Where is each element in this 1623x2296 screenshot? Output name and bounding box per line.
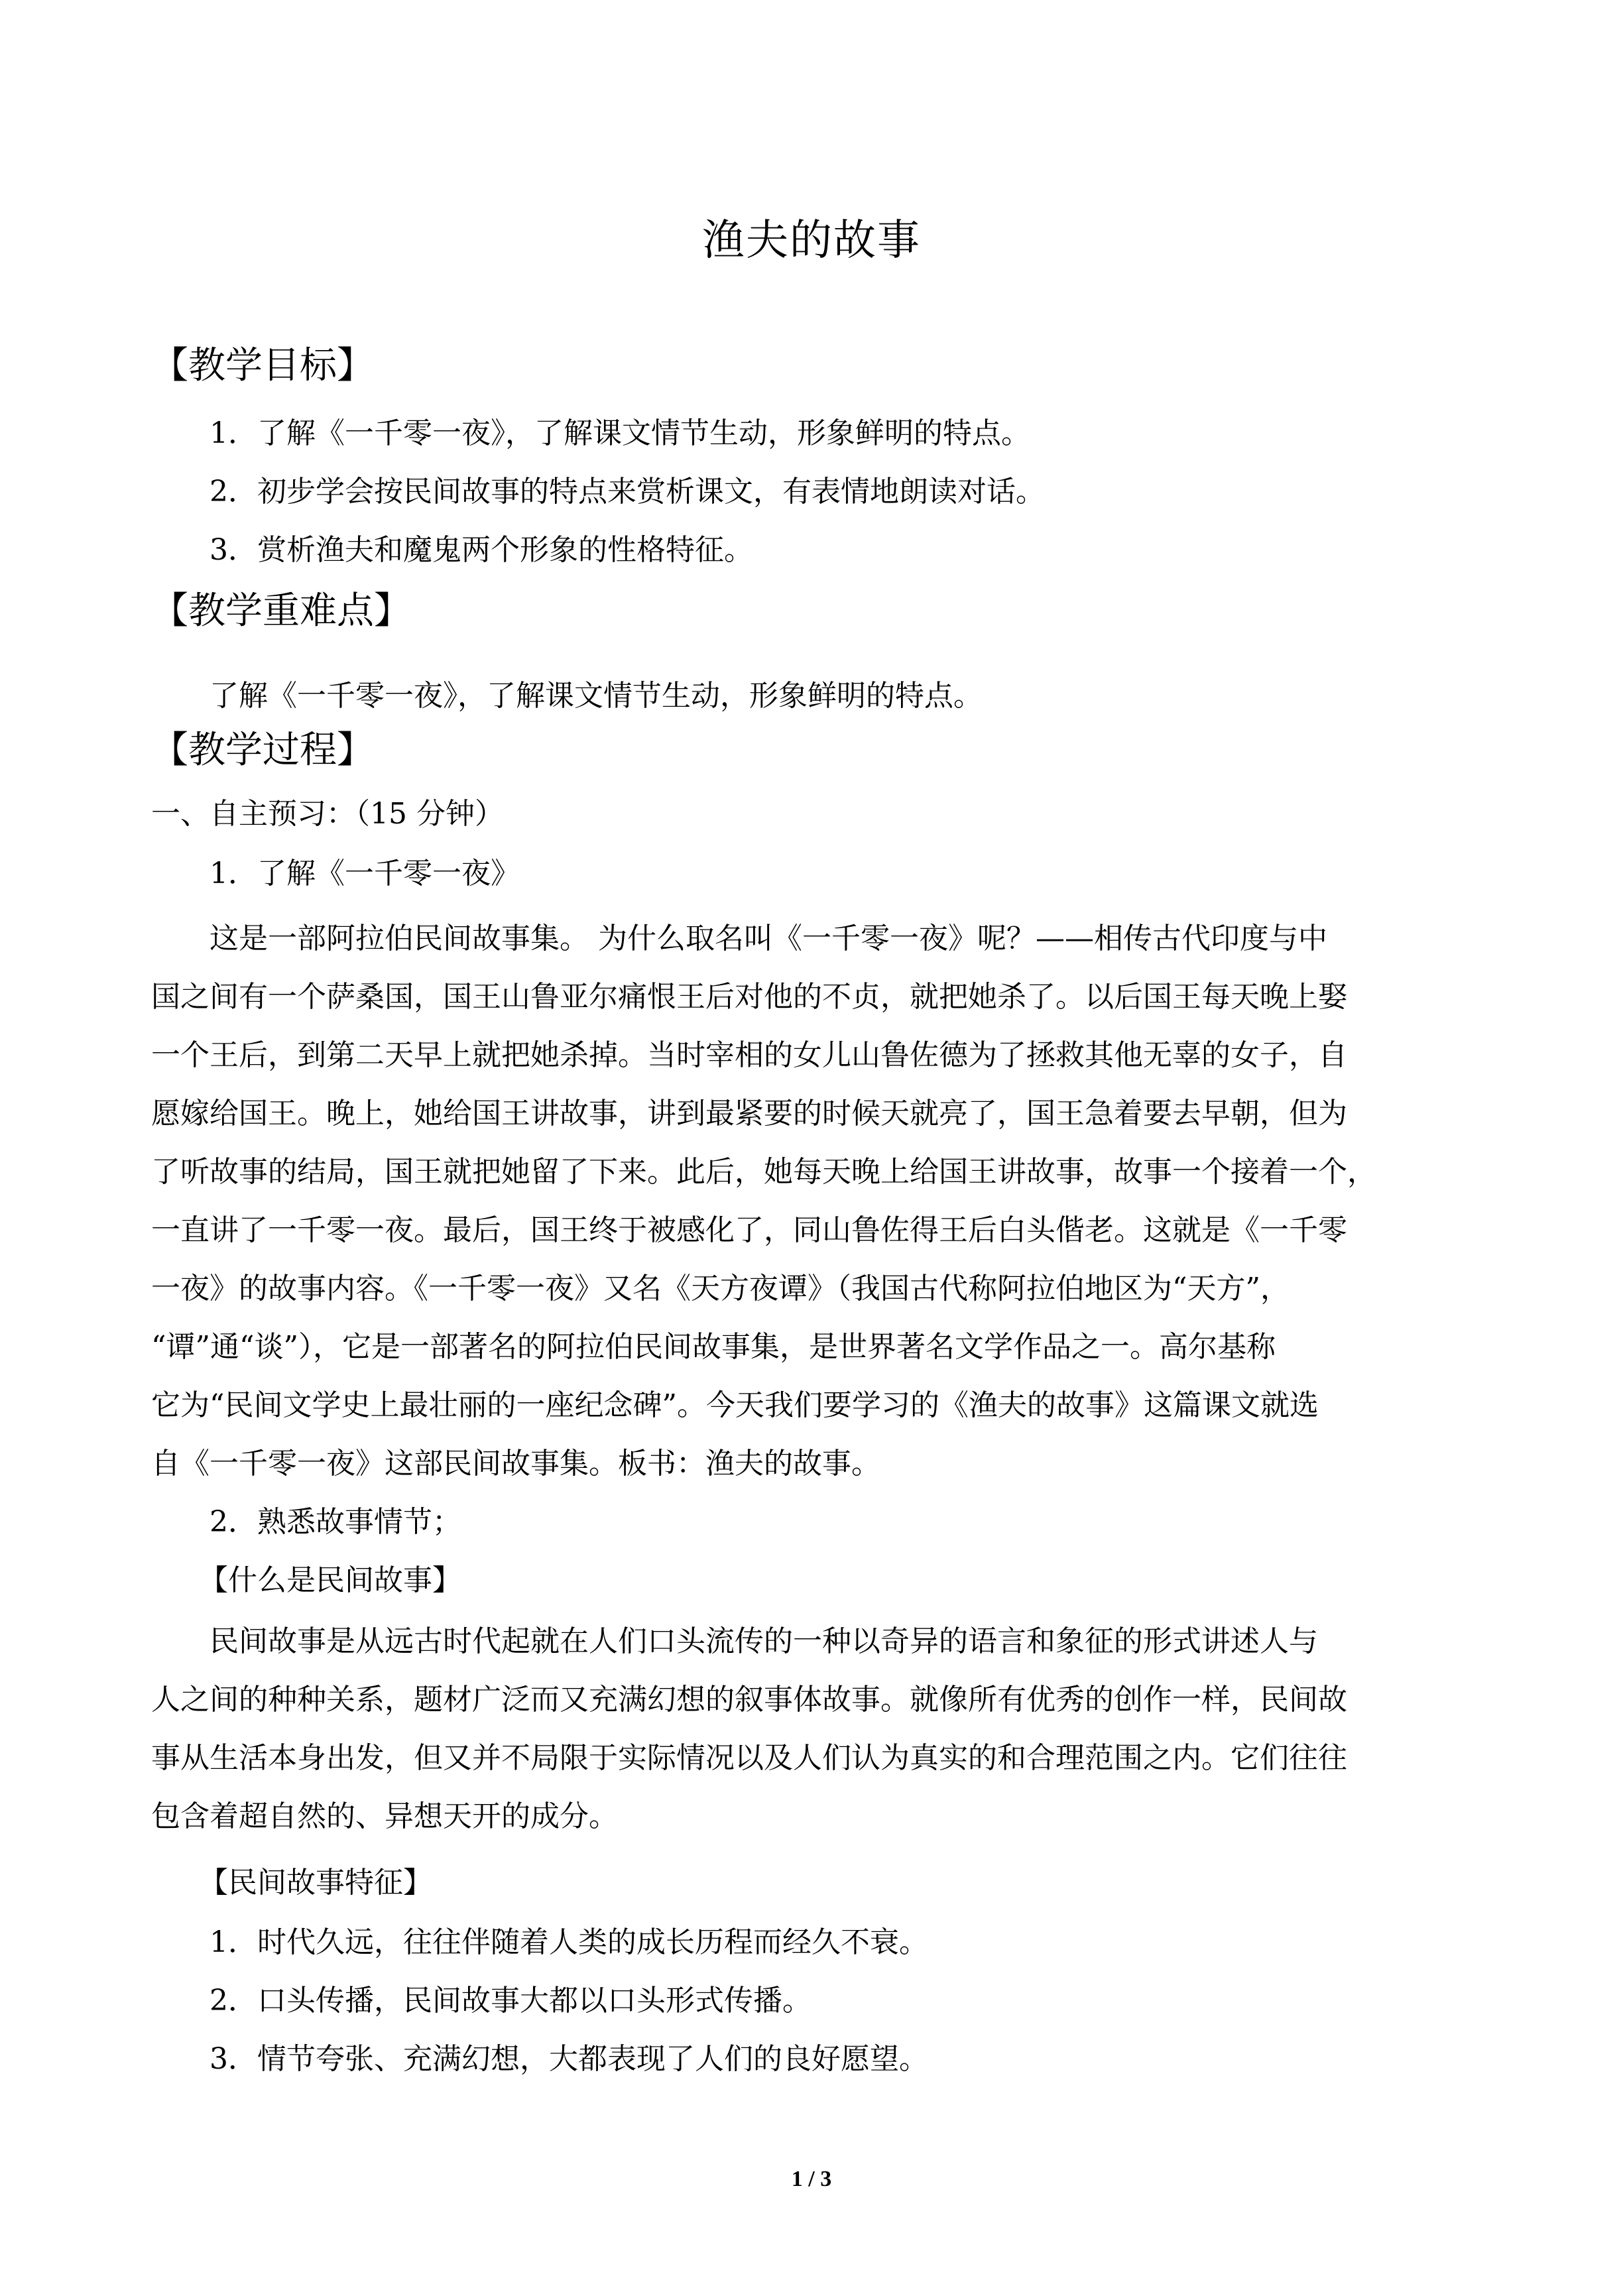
objective-item: 2．初步学会按民间故事的特点来赏析课文，有表情地朗读对话。 [210,475,1045,509]
keypoints-heading: 【教学重难点】 [151,589,411,633]
feature-item: 1．时代久远，往往伴随着人类的成长历程而经久不衰。 [210,1925,928,1959]
keypoints-text: 了解《一千零一夜》，了解课文情节生动，形象鲜明的特点。 [210,679,983,713]
process-item: 1．了解《一千零一夜》 [210,857,520,890]
paragraph-line: 它为“民间文学史上最壮丽的一座纪念碑”。今天我们要学习的《渔夫的故事》这篇课文就选 [151,1388,1319,1422]
paragraph-line: 了听故事的结局，国王就把她留了下来。此后，她每天晚上给国王讲故事，故事一个接着一个， [151,1155,1376,1189]
paragraph-line: 事从生活本身出发，但又并不局限于实际情况以及人们认为真实的和合理范围之内。它们往往 [151,1741,1347,1775]
objective-item: 1．了解《一千零一夜》，了解课文情节生动，形象鲜明的特点。 [210,416,1030,450]
feature-item: 3．情节夸张、充满幻想，大都表现了人们的良好愿望。 [210,2042,928,2076]
objective-item: 3．赏析渔夫和魔鬼两个形象的性格特征。 [210,533,753,567]
process-heading: 【教学过程】 [151,729,374,772]
paragraph-line: 国之间有一个萨桑国，国王山鲁亚尔痛恨王后对他的不贞，就把她杀了。以后国王每天晚上娶 [151,980,1347,1014]
paragraph-line: 一夜》的故事内容。《一千零一夜》又名《天方夜谭》（我国古代称阿拉伯地区为“天方”， [151,1272,1290,1305]
paragraph-line: 一直讲了一千零一夜。最后，国王终于被感化了，同山鲁佐得王后白头偕老。这就是《一千零 [151,1213,1347,1247]
paragraph-line: 包含着超自然的、异想天开的成分。 [151,1799,618,1833]
process-step: 一、自主预习：（15 分钟） [151,797,504,831]
document-title: 渔夫的故事 [702,216,921,265]
process-item: 2．熟悉故事情节； [210,1505,461,1539]
paragraph-line: 一个王后，到第二天早上就把她杀掉。当时宰相的女儿山鲁佐德为了拯救其他无辜的女子，自 [151,1038,1347,1072]
paragraph-line: 愿嫁给国王。晚上，她给国王讲故事，讲到最紧要的时候天就亮了，国王急着要去早朝，但为 [151,1097,1347,1130]
paragraph-line: “谭”通“谈”），它是一部著名的阿拉伯民间故事集，是世界著名文学作品之一。高尔基称 [151,1330,1276,1364]
paragraph-line: 民间故事是从远古时代起就在人们口头流传的一种以奇异的语言和象征的形式讲述人与 [210,1624,1318,1658]
feature-item: 2．口头传播，民间故事大都以口头形式传播。 [210,1984,812,2018]
paragraph-line: 自《一千零一夜》这部民间故事集。板书：渔夫的故事。 [151,1447,880,1480]
subsection-heading: 【民间故事特征】 [199,1866,432,1900]
objectives-heading: 【教学目标】 [151,344,374,387]
paragraph-line: 这是一部阿拉伯民间故事集。 为什么取名叫《一千零一夜》呢？——相传古代印度与中 [210,922,1327,955]
paragraph-line: 人之间的种种关系，题材广泛而又充满幻想的叙事体故事。就像所有优秀的创作一样，民间故 [151,1683,1347,1717]
subsection-heading: 【什么是民间故事】 [199,1563,461,1597]
page-number: 1 / 3 [791,2167,832,2191]
